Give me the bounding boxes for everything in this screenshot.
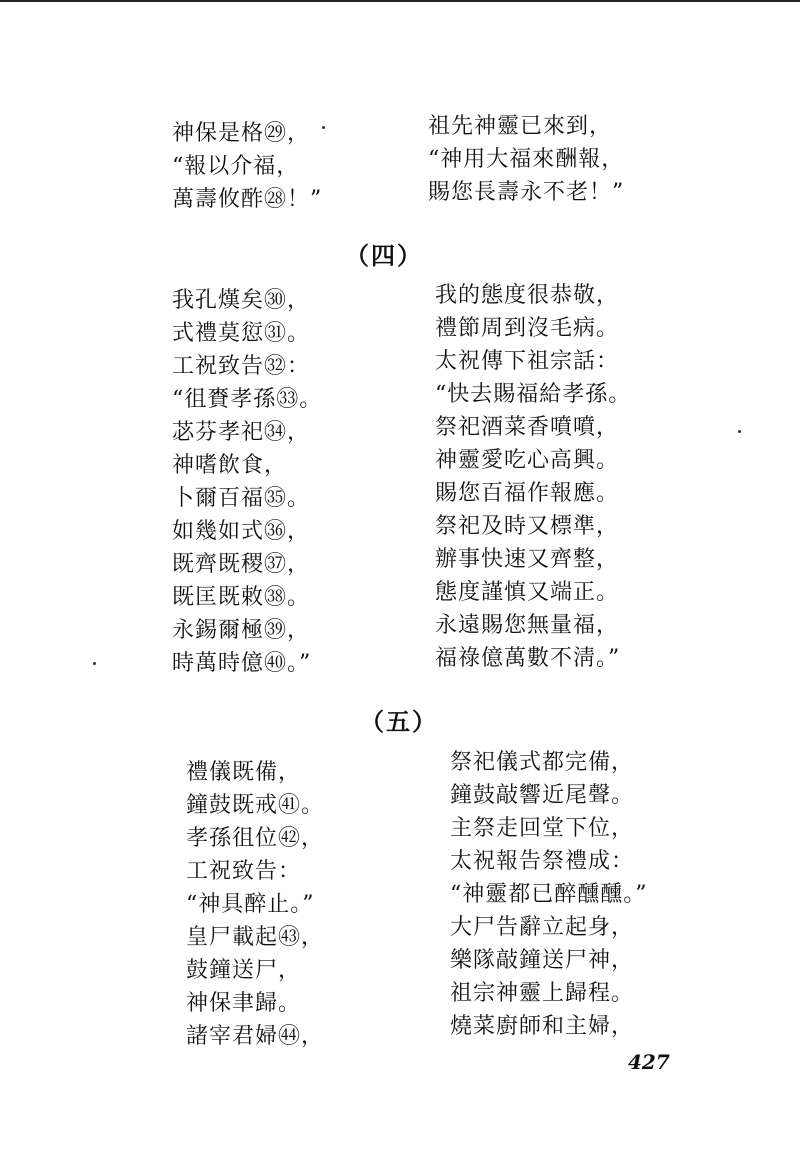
translation-line: 祭祀儀式都完備， <box>450 750 635 775</box>
original-line: “徂賚孝孫㉝。 <box>172 387 323 412</box>
original-line: 卜爾百福㉟。 <box>172 486 311 511</box>
original-line: 禮儀既備， <box>186 760 302 785</box>
section-heading-5: （五） <box>360 707 438 736</box>
original-line: 鼓鐘送尸， <box>186 958 302 983</box>
original-line: 神嗜飲食， <box>172 453 288 478</box>
section-heading-4: （四） <box>345 241 423 270</box>
translation-line: 福祿億萬數不淸。” <box>435 646 621 671</box>
translation-line: 神靈愛吃心高興。 <box>435 448 620 473</box>
original-line: 鐘鼓既戒㊶。 <box>186 793 325 818</box>
original-line: 神保聿歸。 <box>186 991 302 1016</box>
top-rule <box>0 0 800 2</box>
original-line: 時萬時億㊵。” <box>172 651 312 676</box>
translation-line: 祭祀及時又標準， <box>435 514 620 539</box>
original-line: 工祝致告㉜： <box>172 354 311 379</box>
original-line: 苾芬孝祀㉞， <box>172 420 311 445</box>
original-line: 孝孫徂位㊷， <box>186 826 325 851</box>
section-4-translation <box>435 279 631 675</box>
page-number: 427 <box>628 1050 670 1074</box>
original-line: “神具醉止。” <box>186 892 315 917</box>
section-4-original <box>172 284 322 680</box>
translation-line: 禮節周到沒毛病。 <box>435 316 620 341</box>
original-line: 皇尸載起㊸， <box>186 925 325 950</box>
translation-line: “快去賜福給孝孫。 <box>435 382 632 407</box>
translation-line: 太祝報告祭禮成： <box>450 849 635 874</box>
translation-line: 我的態度很恭敬， <box>435 283 620 308</box>
translation-line: 祖先神靈已來到， <box>428 114 613 139</box>
section-5-translation <box>450 746 648 1043</box>
translation-line: 賜您百福作報應。 <box>435 481 620 506</box>
section-1-original <box>172 117 322 216</box>
translation-line: 樂隊敲鐘送尸神， <box>450 948 635 973</box>
original-line: 如幾如式㊱， <box>172 519 311 544</box>
original-line: 既齊既稷㊲， <box>172 552 311 577</box>
original-line: “報以介福， <box>172 154 300 179</box>
original-line: 永錫爾極㊴， <box>172 618 311 643</box>
translation-line: 主祭走回堂下位， <box>450 816 635 841</box>
original-line: 工祝致告： <box>186 859 302 884</box>
translation-line: 鐘鼓敲響近尾聲。 <box>450 783 635 808</box>
section-5-original <box>186 756 324 1053</box>
original-line: 諸宰君婦㊹， <box>186 1024 325 1049</box>
translation-line: 燒菜廚師和主婦， <box>450 1014 635 1039</box>
translation-line: 祖宗神靈上歸程。 <box>450 981 635 1006</box>
original-line: 我孔熯矣㉚， <box>172 288 311 313</box>
translation-line: 態度謹慎又端正。 <box>435 580 620 605</box>
original-line: 神保是格㉙， <box>172 121 311 146</box>
original-line: 式禮莫愆㉛。 <box>172 321 311 346</box>
scan-speck <box>93 662 96 665</box>
translation-line: 辦事快速又齊整， <box>435 547 620 572</box>
translation-line: “神靈都已醉醺醺。” <box>450 882 648 907</box>
translation-line: 祭祀酒菜香噴噴， <box>435 415 620 440</box>
original-line: 既匡既敕㊳。 <box>172 585 311 610</box>
original-line: 萬壽攸酢㉘！” <box>172 187 323 212</box>
translation-line: 永遠賜您無量福， <box>435 613 620 638</box>
section-1-translation <box>428 110 624 209</box>
translation-line: 太祝傳下祖宗話： <box>435 349 620 374</box>
scan-speck <box>738 430 741 433</box>
translation-line: 大尸告辭立起身， <box>450 915 635 940</box>
translation-line: 賜您長壽永不老！” <box>428 180 625 205</box>
translation-line: “神用大福來酬報， <box>428 147 625 172</box>
scan-speck <box>322 126 325 129</box>
